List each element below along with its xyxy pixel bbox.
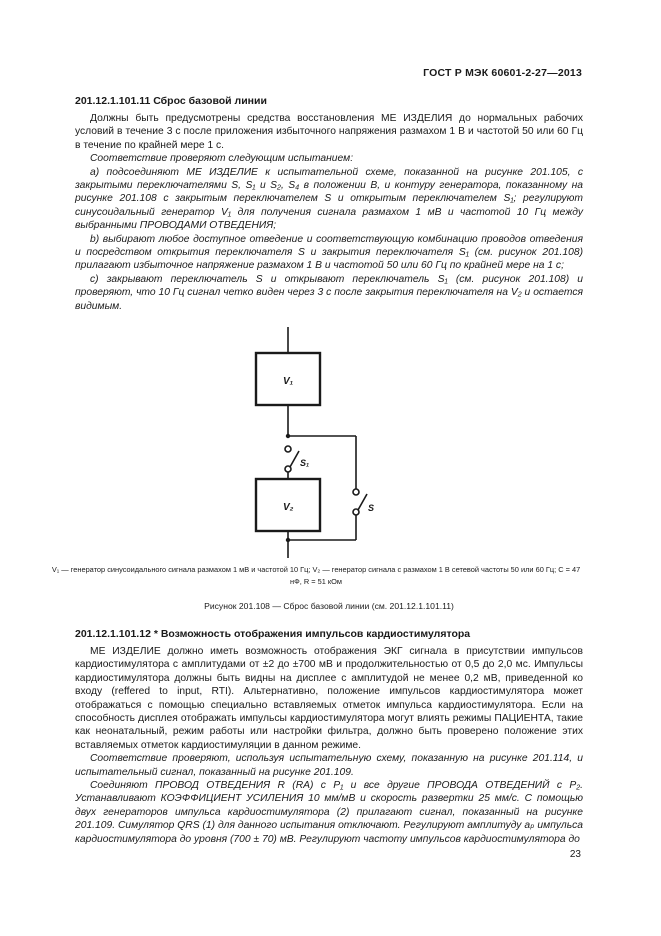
switch-s-terminal bbox=[353, 489, 359, 495]
switch-s1-blade bbox=[290, 451, 299, 467]
switch-s-blade bbox=[358, 494, 367, 510]
section2-body bbox=[75, 645, 583, 846]
v1-label: V₁ bbox=[283, 376, 294, 387]
figure-caption: Рисунок 201.108 — Сброс базовой линии (см. 201.12.1.101.11) bbox=[204, 601, 454, 611]
junction-dot bbox=[286, 538, 290, 542]
paragraph: Соединяют ПРОВОД ОТВЕДЕНИЯ R (RA) с P₁ и все другие ПРОВОДА ОТВЕДЕНИЙ с P₂. Устанавливают КОЭФФИЦИЕНТ УСИЛЕНИЯ 10 мм/мВ и скорость развертки 25 мм/с. С помощью двух генераторов импульса кардиостимулятора (2) прилагают сигнал, показанный на рисунке 201.109. Симулятор QRS (1) для данного испытания отключают. Регулируют амплитуду aₚ импульса кардиостимулятора до уровня (700 ± 70) мВ. Регулируют частоту импульсов кардиостимулятора до bbox=[75, 780, 583, 845]
paragraph: Должны быть предусмотрены средства восстановления МЕ ИЗДЕЛИЯ до нормальных рабочих условий в течение 3 с после приложения избыточного напряжения размахом 1 В и частотой 50 или 60 Гц в течение по крайней мере 1 с. bbox=[75, 113, 583, 151]
switch-s-terminal bbox=[353, 509, 359, 515]
figure-legend: V₁ — генератор синусоидального сигнала размахом 1 мВ и частотой 10 Гц; V₂ — генератор сигнала с размахом 1 В сетевой частоты 50 или 60 Гц; C = 47 нФ, R = 51 кОм bbox=[51, 565, 581, 586]
paragraph: Соответствие проверяют следующим испытанием: bbox=[90, 153, 354, 165]
paragraph: a) подсоединяют МЕ ИЗДЕЛИЕ к испытательной схеме, показанной на рисунке 201.105, с закрытыми переключателями S, S₁ и S₂, S₄ в положении B, и контуру генератора, показанному на рисунке 201.108 с закрытым переключателем S и открытым переключателем S₁; регулируют синусоидальный генератор V₁ для получения сигнала размахом 1 мВ и частотой 10 Гц между выбранными ПРОВОДАМИ ОТВЕДЕНИЯ; bbox=[75, 166, 583, 232]
section-title-pacemaker: 201.12.1.101.12 * Возможность отображения импульсов кардиостимулятора bbox=[75, 628, 471, 640]
paragraph: МЕ ИЗДЕЛИЕ должно иметь возможность отображения ЭКГ сигнала в присутствии импульсов кардиостимулятора с амплитудами от ±2 до ±700 мВ и продолжительностью от 0,5 до 2,0 мс. Импульсы кардиостимулятора должны быть видны на дисплее с амплитудой не менее 0,2 мВ, приведенной ко входу (reffered to input, RTI). Альтернативно, положение импульсов кардиостимулятора может отображаться с помощью специально вставляемых отметок импульса кардиостимулятора. Если на способность дисплея отображать импульсы кардиостимулятора могут влиять режимы ПАЦИЕНТА, такие как неонатальный, режим работы или настройки фильтра, должно быть проверено положение этих вставляемых отметок кардиостимуляции в данном режиме. bbox=[75, 646, 583, 751]
s1-label: S₁ bbox=[300, 458, 310, 468]
switch-s1-terminal bbox=[285, 446, 291, 452]
junction-dot bbox=[286, 434, 290, 438]
page-number: 23 bbox=[569, 849, 581, 860]
paragraph: Соответствие проверяют, используя испытательную схему, показанную на рисунке 201.114, и испытательный сигнал, показанный на рисунке 201.109. bbox=[75, 753, 583, 778]
section-title-baseline-reset: 201.12.1.101.11 Сброс базовой линии bbox=[75, 95, 267, 107]
switch-s1-terminal bbox=[285, 466, 291, 472]
s-label: S bbox=[368, 503, 375, 513]
v2-label: V₂ bbox=[283, 502, 294, 513]
paragraph: b) выбирают любое доступное отведение и соответствующую комбинацию проводов отведения и посредством открытия переключателя S и закрытия переключателя S₁ (см. рисунок 201.108) прилагают избыточное напряжение размахом 1 В и частотой 50 или 60 Гц по крайней мере на 1 с; bbox=[75, 233, 583, 272]
paragraph: c) закрывают переключатель S и открывают переключатель S₁ (см. рисунок 201.108) и проверяют, что 10 Гц сигнал четко виден через 3 с после закрытия переключателя на V₂ и остается видимым. bbox=[75, 273, 583, 312]
standard-header: ГОСТ Р МЭК 60601-2-27—2013 bbox=[423, 67, 582, 79]
